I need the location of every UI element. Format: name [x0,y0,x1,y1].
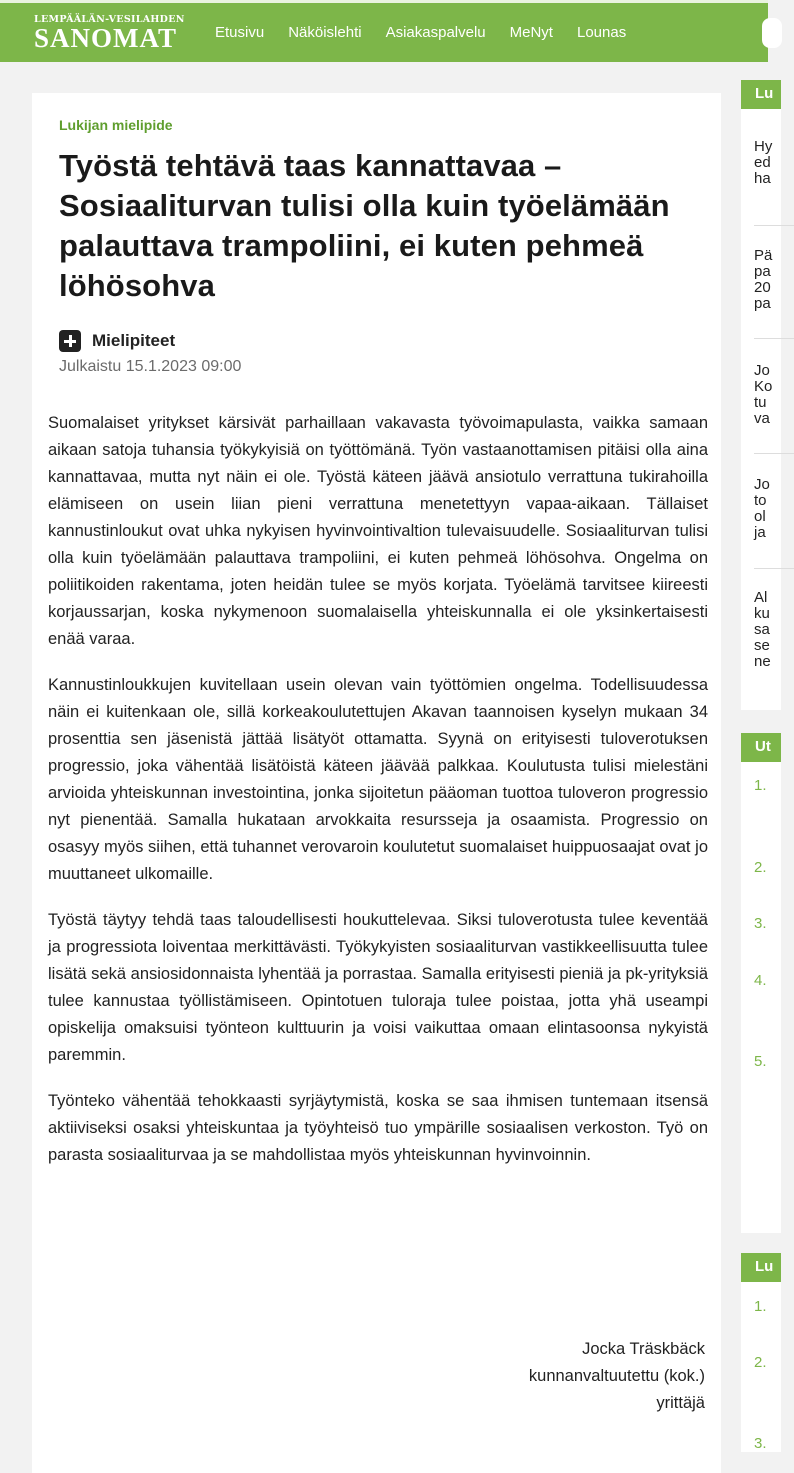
sidebar-link[interactable]: Pä pa 20 pa [754,247,773,312]
divider [754,338,794,339]
header-action-button[interactable] [762,18,782,48]
nav-item-menyt[interactable]: MeNyt [509,24,553,41]
nav-item-asiakaspalvelu[interactable]: Asiakaspalvelu [385,24,486,41]
article-paragraph: Työnteko vähentää tehokkaasti syrjäytymistä, koska se saa ihmisen tuntemaan itsensä aktiiviseksi osaksi yhteiskuntaa ja työyhteisö tuo ympärille sosiaalisen verkoston. Työ on parasta sosiaaliturvaa ja se mahdollistaa myös yhteiskunnan hyvinvoinnin. [48,1092,708,1164]
plus-icon[interactable] [59,330,81,352]
list-number[interactable]: 1. [754,1298,767,1315]
article [32,93,721,1473]
article-paragraph: Kannustinloukkujen kuvitellaan usein olevan vain työttömien ongelma. Todellisuudessa näin ei kuitenkaan ole, sillä korkeakoulutettujen Akavan taannoisen kyselyn mukaan 34 prosenttia sen jäsenistä jättää lisätyöt ottamatta. Syynä on erityisesti tuloverotuksen progressio, joka vähentää lisätöistä käteen jäävää palkkaa. Koulutusta tulisi mielestäni arvioida yhteiskunnan investointina, jonka sijoitetun pääoman tuottoa tuloveron progressio nyt pienentää. Samalla hukataan arvokkaita resursseja ja osaamista. Progressio on osasyy myös siihen, että tuhannet verovaroin koulutetut suomalaiset huippuosaajat ovat jo muuttaneet ulkomaille. [48,676,708,883]
list-number[interactable]: 3. [754,915,767,932]
author-title: kunnanvaltuutettu (kok.) [528,1367,705,1385]
sidebar-link[interactable]: Jo to ol ja [754,476,770,541]
article-paragraph: Työstä täytyy tehdä taas taloudellisesti houkuttelevaa. Siksi tuloverotusta tulee keventää ja progressiota loiventaa merkittävästi. Työkykyisten sosiaaliturvan vastikkeellisuutta tulee lisätä sekä ansiosidonnaista lyhentää ja porrastaa. Samalla erityisesti pieniä ja pk-yrityksiä tulee kannustaa työllistämiseen. Opintotuen tuloraja tulee poistaa, jotta yhä useampi opiskelija omaksuisi työnteon kulttuurin ja voisi vaikuttaa omaan elintasoonsa nykyistä paremmin. [48,911,708,1064]
divider [754,453,794,454]
sidebar-box-most-read [741,1253,781,1452]
article-title: Työstä tehtävä taas kannattavaa – Sosiaaliturvan tulisi olla kuin työelämään palauttava trampoliini, ei kuten pehmeä löhösohva [59,148,670,303]
article-kicker[interactable]: Lukijan mielipide [59,117,173,133]
logo-small-text: LEMPÄÄLÄN-VESILAHDEN [34,14,185,25]
list-number[interactable]: 2. [754,1354,767,1371]
published-date: Julkaistu 15.1.2023 09:00 [59,358,242,375]
article-body [48,410,708,1188]
category-label[interactable]: Mielipiteet [92,331,176,350]
article-paragraph: Suomalaiset yritykset kärsivät parhaillaan vakavasta työvoimapulasta, vaikka samaan aikaan satoja tuhansia työkykyisiä on työttömänä. Työn vastaanottamisen pitäisi olla aina kannattavaa, mutta nyt näin ei ole. Työstä käteen jäävä ansiotulo verrattuna tukirahoilla elämiseen on usein liian pieni verrattuna menetettyyn vapaa-aikaan. Tällaiset kannustinloukut ovat uhka nykyisen hyvinvointivaltion tulevaisuudelle. Sosiaaliturvan tulisi olla kuin työelämään palauttava trampoliini, ei kuten pehmeä löhösohva. Ongelma on poliitikoiden rakentama, joten heidän tulee se myös korjata. Työelämä tarvitsee kiireesti korjaussarjan, koska nykymenoon suomalaisella yhteiskunnalla ei ole yksinkertaisesti enää varaa. [48,414,708,648]
main-nav [215,24,650,41]
sidebar-link[interactable]: Al ku sa se ne [754,589,771,670]
divider [754,568,794,569]
list-number[interactable]: 4. [754,972,767,989]
author-occupation: yrittäjä [656,1394,705,1412]
list-number[interactable]: 2. [754,859,767,876]
category-follow[interactable] [59,330,175,352]
site-logo[interactable] [34,14,185,51]
sidebar-link[interactable]: Jo Ko tu va [754,362,773,427]
author-name: Jocka Träskbäck [582,1340,705,1358]
nav-item-nakoislehti[interactable]: Näköislehti [288,24,362,41]
author-signature [529,1336,705,1417]
nav-item-lounas[interactable]: Lounas [576,24,627,41]
list-number[interactable]: 1. [754,777,767,794]
sidebar-box-read [741,80,781,710]
sidebar-box-heading: Lu [741,80,781,109]
list-number[interactable]: 5. [754,1053,767,1070]
header-top-line [0,0,768,3]
nav-item-etusivu[interactable]: Etusivu [215,24,265,41]
divider [754,225,794,226]
site-header [0,0,768,62]
sidebar-box-heading: Ut [741,733,781,762]
sidebar-box-latest [741,733,781,1233]
sidebar-link[interactable]: Hy ed ha [754,138,773,187]
list-number[interactable]: 3. [754,1435,767,1452]
logo-big-text: SANOMAT [34,23,178,53]
sidebar-box-heading: Lu [741,1253,781,1282]
